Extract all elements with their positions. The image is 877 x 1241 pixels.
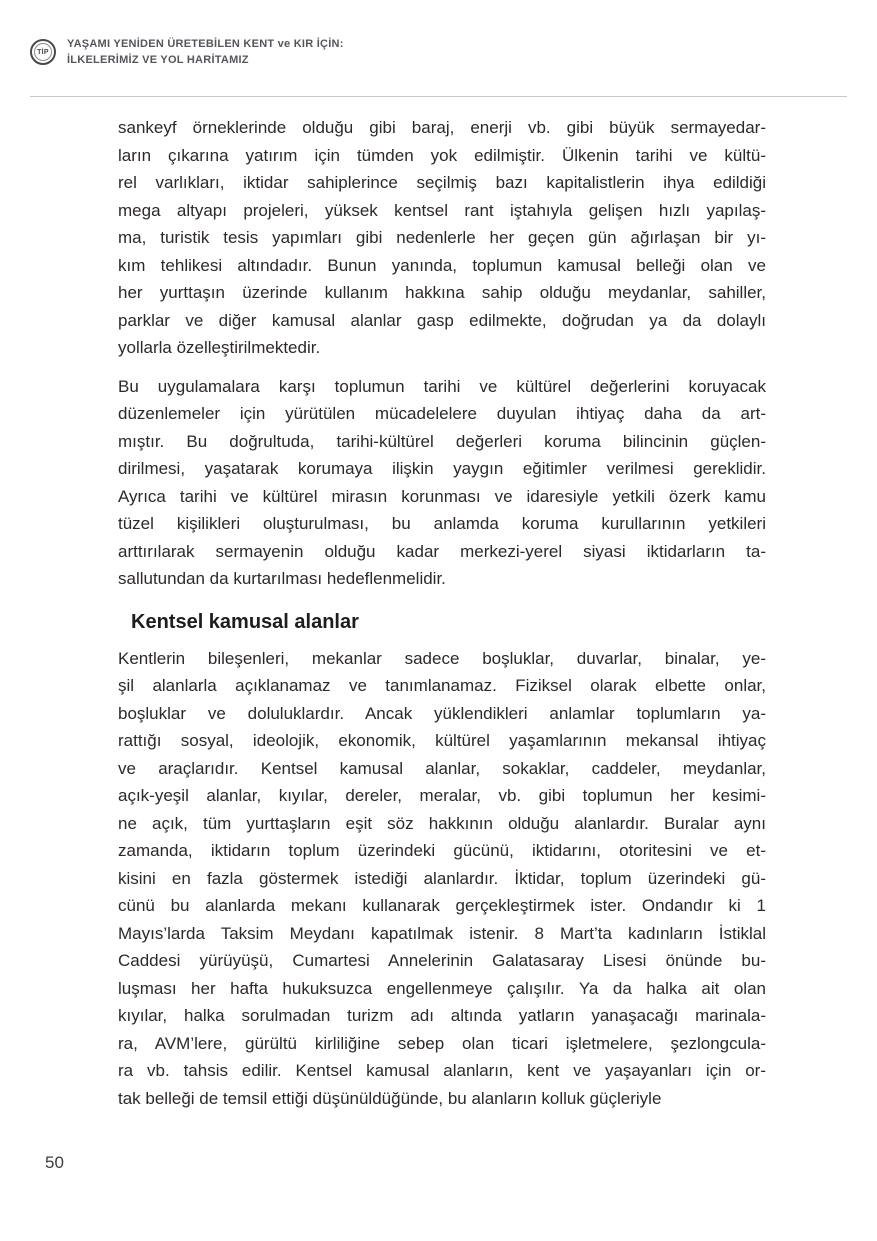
text-line: parklar ve diğer kamusal alanlar gasp edilmekte, doğrudan ya da dolaylı xyxy=(118,310,766,330)
paragraph xyxy=(118,373,766,593)
text-line: cünü bu alanlarda mekanı kullanarak gerçekleştirmek ister. Ondandır ki 1 xyxy=(118,896,766,915)
text-line: Mayıs’larda Taksim Meydanı kapatılmak istenir. 8 Mart’ta kadınların İstiklal xyxy=(118,923,766,943)
text-line: ra vb. tahsis edilir. Kentsel kamusal alanların, kent ve yaşayanları için or- xyxy=(118,1061,766,1080)
text-line: tak belleği de temsil ettiği düşünüldüğünde, bu alanların kolluk güçleriyle xyxy=(118,1088,662,1108)
text-line: düzenlemeler için yürütülen mücadelelere duyulan ihtiyaç daha da art- xyxy=(118,404,766,423)
text-line: kisini en fazla göstermek istediği alanlardır. İktidar, toplum üzerindeki gü- xyxy=(118,868,766,888)
page-header xyxy=(30,36,344,68)
text-line: tüzel kişilikleri oluşturulması, bu anlamda koruma kurullarının yetkileri xyxy=(118,514,766,533)
tip-logo-icon xyxy=(30,39,56,65)
text-line: açık-yeşil alanlar, kıyılar, dereler, meralar, vb. gibi toplumun her kesimi- xyxy=(118,786,766,805)
header-title-line2: İLKELERİMİZ VE YOL HARİTAMIZ xyxy=(67,54,249,66)
paragraph xyxy=(118,645,766,1113)
text-line: ma, turistik tesis yapımları gibi nedenlerle her geçen gün ağırlaşan bir yı- xyxy=(118,228,766,247)
body-text xyxy=(118,114,766,1123)
section-heading: Kentsel kamusal alanlar xyxy=(131,610,359,633)
text-line: Kentlerin bileşenleri, mekanlar sadece boşluklar, duvarlar, binalar, ye- xyxy=(118,648,766,668)
text-line: ların çıkarına yatırım için tümden yok edilmiştir. Ülkenin tarihi ve kültü- xyxy=(118,145,766,165)
text-line: arttırılarak sermayenin olduğu kadar merkezi-yerel siyasi iktidarların ta- xyxy=(118,541,766,561)
text-line: kım tehlikesi altındadır. Bunun yanında, toplumun kamusal belleği olan ve xyxy=(118,255,766,275)
tip-logo-text: TİP xyxy=(37,48,49,56)
text-line: Caddesi yürüyüşü, Cumartesi Annelerinin Galatasaray Lisesi önünde bu- xyxy=(118,951,766,970)
text-line: sallutundan da kurtarılması hedeflenmelidir. xyxy=(118,569,446,588)
text-line: sankeyf örneklerinde olduğu gibi baraj, enerji vb. gibi büyük sermayedar- xyxy=(118,118,766,137)
text-line: kıyılar, halka sorulmadan turizm adı altında yatların yanaşacağı marinala- xyxy=(118,1006,766,1025)
paragraph xyxy=(118,114,766,362)
text-line: Ayrıca tarihi ve kültürel mirasın korunması ve idaresiyle yetkili özerk kamu xyxy=(118,486,766,506)
text-line: luşması her hafta hukuksuzca engellenmeye çalışılır. Ya da halka ait olan xyxy=(118,978,766,998)
text-line: yollarla özelleştirilmektedir. xyxy=(118,338,321,357)
text-line: boşluklar ve doluluklardır. Ancak yüklendikleri anlamlar toplumların ya- xyxy=(118,703,766,723)
text-line: her yurttaşın üzerinde kullanım hakkına sahip olduğu meydanlar, sahiller, xyxy=(118,283,766,302)
text-line: mıştır. Bu doğrultuda, tarihi-kültürel değerleri koruma bilincinin güçlen- xyxy=(118,431,766,451)
text-line: Bu uygulamalara karşı toplumun tarihi ve kültürel değerlerini koruyacak xyxy=(118,376,766,396)
page-number: 50 xyxy=(45,1153,64,1172)
text-line: ne açık, tüm yurttaşların eşit söz hakkının olduğu alanlardır. Buralar aynı xyxy=(118,813,766,833)
text-line: ra, AVM’lere, gürültü kirliliğine sebep olan ticari işletmelere, şezlongcula- xyxy=(118,1033,766,1053)
text-line: zamanda, iktidarın toplum üzerindeki gücünü, iktidarını, otoritesini ve et- xyxy=(118,841,766,860)
header-titles xyxy=(67,36,344,68)
text-line: rel varlıkları, iktidar sahiplerince seçilmiş bazı kapitalistlerin ihya edildiği xyxy=(118,173,766,192)
text-line: ve araçlarıdır. Kentsel kamusal alanlar, sokaklar, caddeler, meydanlar, xyxy=(118,758,766,778)
text-line: mega altyapı projeleri, yüksek kentsel rant iştahıyla gelişen hızlı yapılaş- xyxy=(118,200,766,220)
text-line: rattığı sosyal, ideolojik, ekonomik, kültürel yaşamlarının mekansal ihtiyaç xyxy=(118,731,766,750)
text-line: şil alanlarla açıklanamaz ve tanımlanamaz. Fiziksel olarak elbette onlar, xyxy=(118,676,766,695)
header-title-line1: YAŞAMI YENİDEN ÜRETEBİLEN KENT ve KIR İÇİN: xyxy=(67,38,344,50)
text-line: dirilmesi, yaşatarak korumaya ilişkin yaygın eğitimler verilmesi gereklidir. xyxy=(118,459,766,478)
header-divider xyxy=(30,96,847,97)
